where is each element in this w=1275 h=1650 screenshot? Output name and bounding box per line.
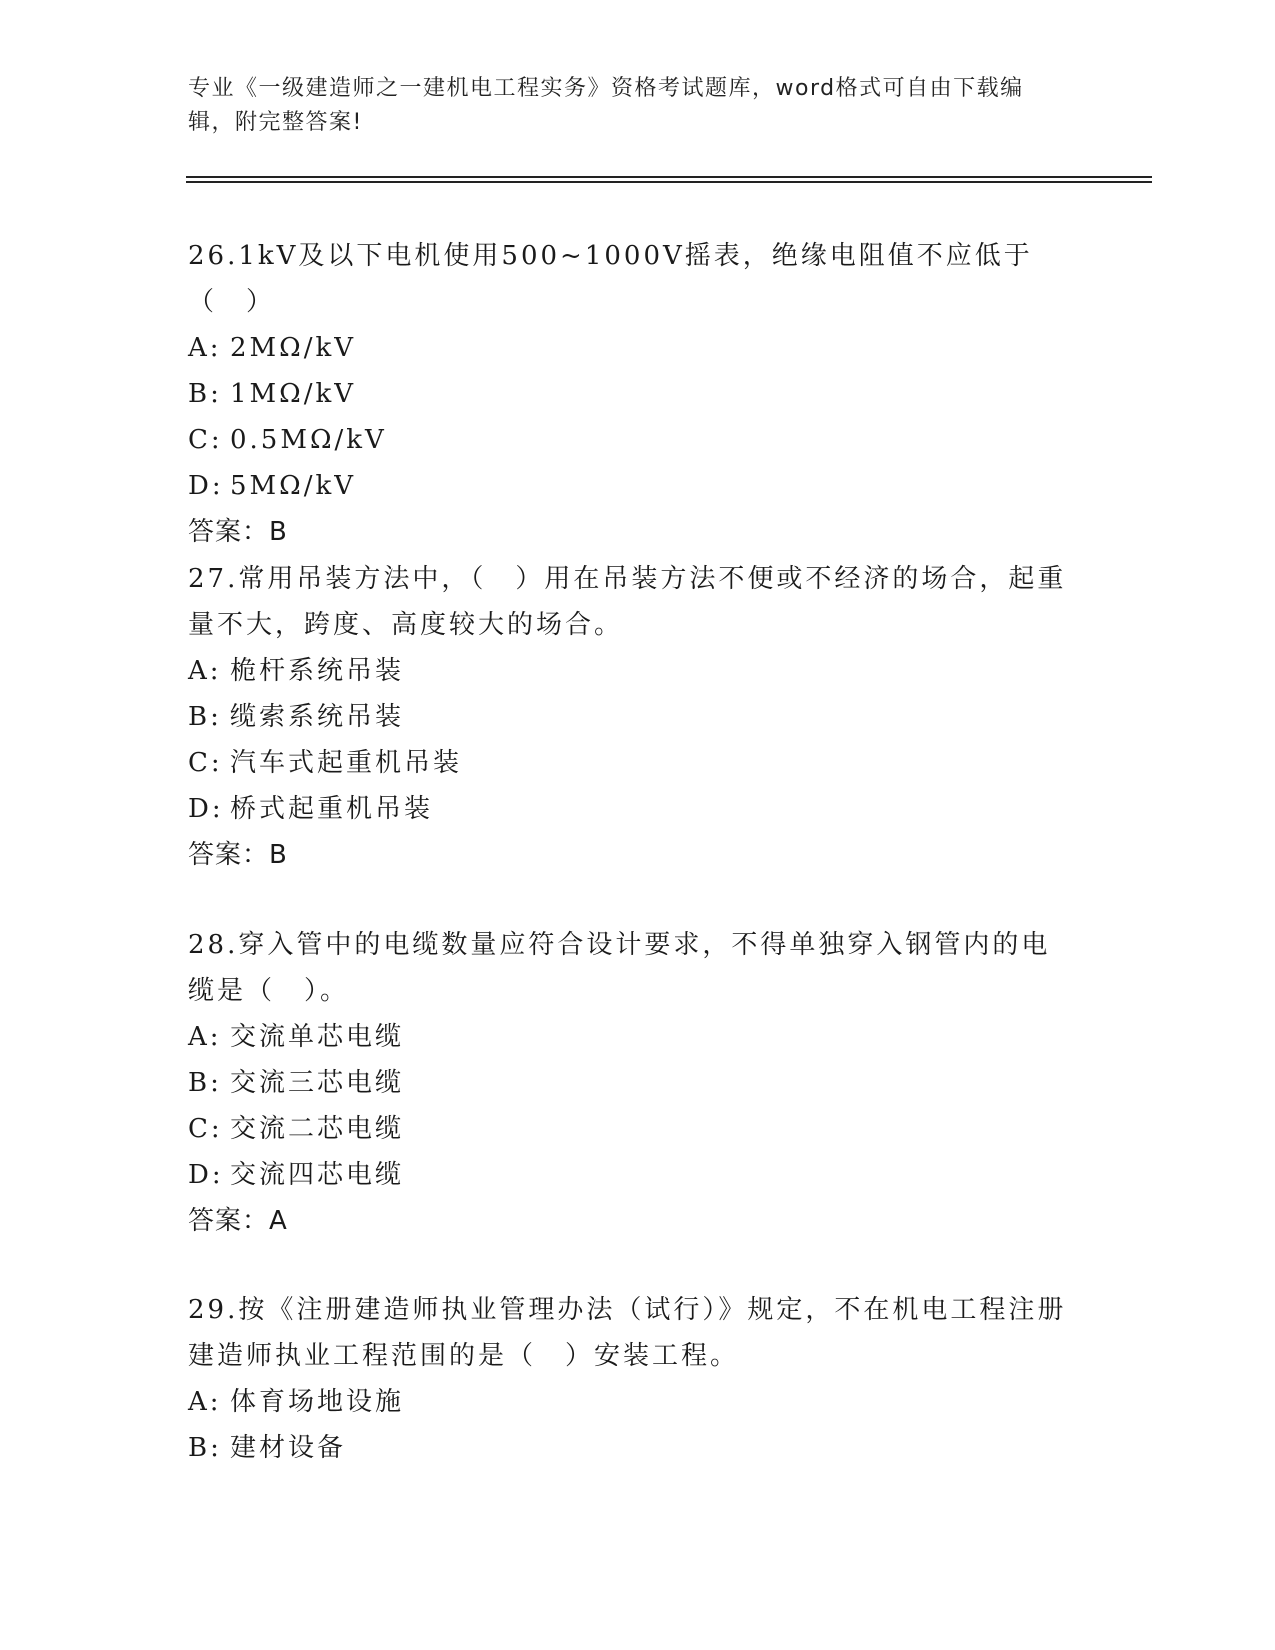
- document-header: 专业《一级建造师之一建机电工程实务》资格考试题库，word格式可自由下载编辑，附完整答案!: [188, 76, 1024, 135]
- option-key: D:: [188, 1160, 224, 1190]
- question-28: [188, 922, 1068, 1244]
- option-key: C:: [188, 425, 223, 455]
- question-29: [188, 1287, 1068, 1471]
- option-b: [188, 371, 1068, 417]
- option-text: 汽车式起重机吊装: [230, 748, 463, 778]
- option-key: B:: [188, 379, 222, 409]
- option-text: 交流二芯电缆: [230, 1114, 405, 1144]
- option-text: 交流三芯电缆: [230, 1068, 405, 1098]
- option-text: 缆索系统吊装: [230, 702, 405, 732]
- option-key: C:: [188, 1114, 223, 1144]
- option-key: A:: [188, 333, 222, 363]
- option-key: A:: [188, 656, 222, 686]
- option-b: [188, 1060, 1068, 1106]
- answer-line: 答案：A: [188, 1206, 288, 1236]
- header-rule-bottom: [186, 181, 1152, 183]
- question-stem: 26.1kV及以下电机使用500~1000V摇表，绝缘电阻值不应低于（ ）: [188, 241, 1033, 317]
- option-key: B:: [188, 1433, 222, 1463]
- question-stem: 27.常用吊装方法中，（ ）用在吊装方法不便或不经济的场合，起重量不大，跨度、高度较大的场合。: [188, 564, 1067, 640]
- option-text: 0.5MΩ/kV: [230, 425, 387, 455]
- question-stem: 28.穿入管中的电缆数量应符合设计要求，不得单独穿入钢管内的电缆是（ ）。: [188, 930, 1051, 1006]
- option-a: [188, 325, 1068, 371]
- option-c: [188, 740, 1068, 786]
- option-a: [188, 1379, 1068, 1425]
- option-text: 5MΩ/kV: [230, 471, 357, 501]
- option-key: D:: [188, 471, 224, 501]
- option-key: C:: [188, 748, 223, 778]
- option-d: [188, 1152, 1068, 1198]
- option-text: 体育场地设施: [230, 1387, 405, 1417]
- option-b: [188, 1425, 1068, 1471]
- option-text: 1MΩ/kV: [230, 379, 357, 409]
- option-key: A:: [188, 1022, 222, 1052]
- option-a: [188, 648, 1068, 694]
- option-key: A:: [188, 1387, 222, 1417]
- option-key: B:: [188, 1068, 222, 1098]
- option-c: [188, 417, 1068, 463]
- answer-line: 答案：B: [188, 840, 288, 870]
- header-rule-top: [186, 176, 1152, 178]
- option-d: [188, 786, 1068, 832]
- option-d: [188, 463, 1068, 509]
- option-text: 建材设备: [230, 1433, 347, 1463]
- answer-line: 答案：B: [188, 517, 288, 547]
- option-text: 桥式起重机吊装: [230, 794, 434, 824]
- option-a: [188, 1014, 1068, 1060]
- option-text: 桅杆系统吊装: [230, 656, 405, 686]
- option-key: B:: [188, 702, 222, 732]
- option-text: 交流单芯电缆: [230, 1022, 405, 1052]
- option-key: D:: [188, 794, 224, 824]
- option-c: [188, 1106, 1068, 1152]
- question-26: [188, 233, 1068, 555]
- question-27: [188, 556, 1068, 878]
- question-stem: 29.按《注册建造师执业管理办法（试行）》规定，不在机电工程注册建造师执业工程范围的是（ ）安装工程。: [188, 1295, 1067, 1371]
- option-text: 交流四芯电缆: [230, 1160, 405, 1190]
- option-text: 2MΩ/kV: [230, 333, 357, 363]
- option-b: [188, 694, 1068, 740]
